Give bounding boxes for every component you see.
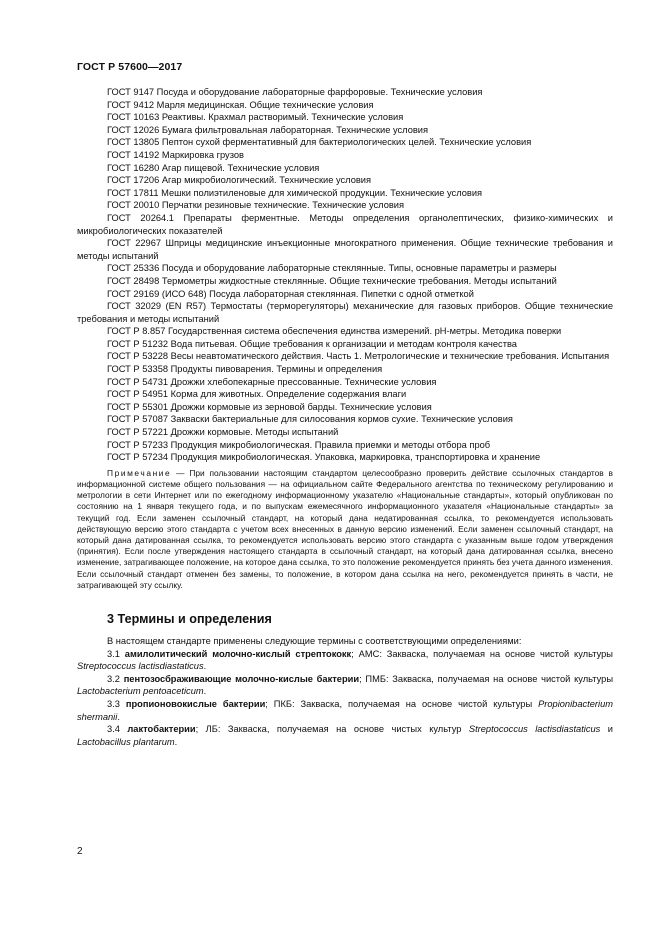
- reference-item: ГОСТ Р 55301 Дрожжи кормовые из зерновой барды. Технические условия: [107, 401, 432, 412]
- term-text: ; ПМБ: Закваска, получаемая на основе чистой культуры: [359, 673, 613, 684]
- term-text: ; ЛБ: Закваска, получаемая на основе чистых культур: [195, 724, 469, 735]
- page-number: 2: [77, 846, 83, 857]
- reference-item: ГОСТ 16280 Агар пищевой. Технические условия: [107, 162, 320, 173]
- reference-item: ГОСТ Р 57087 Закваски бактериальные для силосования кормов сухие. Технические условия: [107, 414, 513, 425]
- term-latin-name: Streptococcus lactisdiastaticus: [468, 724, 601, 735]
- note-paragraph: [77, 468, 613, 591]
- term-number: 3.1: [107, 648, 125, 659]
- term-text: ; ПКБ: Закваска, получаемая на основе чистой культуры: [265, 699, 539, 710]
- reference-item: ГОСТ 9147 Посуда и оборудование лабораторные фарфоровые. Технические условия: [107, 87, 483, 97]
- term-text: ; АМС: Закваска, получаемая на основе чистой культуры: [351, 648, 613, 659]
- term-latin-name: Lactobacterium pentoaceticum: [77, 686, 204, 697]
- note-label: Примечание: [107, 467, 172, 478]
- reference-item: ГОСТ 29169 (ИСО 648) Посуда лабораторная стеклянная. Пипетки с одной отметкой: [107, 288, 474, 299]
- term-name: лактобактерии: [127, 724, 196, 735]
- section-intro: В настоящем стандарте применены следующие термины с соответствующими определениями:: [107, 636, 522, 647]
- references-list: [77, 86, 613, 464]
- reference-item: ГОСТ Р 57234 Продукция микробиологическая. Упаковка, маркировка, транспортировка и хранение: [107, 452, 541, 463]
- term-conjunction: и: [600, 724, 613, 735]
- term-definition: [77, 673, 613, 698]
- document-header: ГОСТ Р 57600—2017: [77, 61, 183, 73]
- reference-item: ГОСТ Р 53228 Весы неавтоматического действия. Часть 1. Метрологические и технические требования. Испытания: [107, 351, 610, 362]
- term-number: 3.4: [107, 724, 128, 735]
- reference-item: ГОСТ Р 53358 Продукты пивоварения. Термины и определения: [107, 364, 383, 375]
- reference-item: ГОСТ 20264.1 Препараты ферментные. Методы определения органолептических, физико-химических и микробиологических показателей: [77, 212, 613, 236]
- term-end: .: [203, 661, 207, 672]
- reference-item: ГОСТ Р 54731 Дрожжи хлебопекарные прессованные. Технические условия: [107, 376, 437, 387]
- term-number: 3.3: [107, 699, 126, 710]
- term-definition: [77, 648, 613, 673]
- reference-item: ГОСТ 17811 Мешки полиэтиленовые для химической продукции. Технические условия: [107, 187, 483, 198]
- reference-item: ГОСТ 20010 Перчатки резиновые технические. Технические условия: [107, 200, 405, 211]
- term-end: .: [117, 711, 120, 722]
- reference-item: ГОСТ 28498 Термометры жидкостные стеклянные. Общие технические требования. Методы испытаний: [107, 275, 557, 286]
- note-dash: —: [171, 467, 190, 478]
- term-definition: [77, 698, 613, 723]
- reference-item: ГОСТ 32029 (EN R57) Термостаты (терморегуляторы) механические для газовых приборов. Общие технические требования и методы испытаний: [77, 301, 613, 324]
- term-end: .: [203, 686, 207, 697]
- term-number: 3.2: [107, 673, 124, 684]
- reference-item: ГОСТ 12026 Бумага фильтровальная лабораторная. Технические условия: [107, 124, 429, 135]
- reference-item: ГОСТ 17206 Агар микробиологический. Технические условия: [107, 175, 372, 186]
- reference-item: ГОСТ 10163 Реактивы. Крахмал растворимый. Технические условия: [107, 112, 404, 123]
- reference-item: ГОСТ Р 51232 Вода питьевая. Общие требования к организации и методам контроля качества: [107, 338, 517, 349]
- note-text: При пользовании настоящим стандартом целесообразно проверить действие ссылочных стандартов в информационной системе общего пользования — на официальном сайте Федерального агентства по техническому регулированию и метрологии в сети Интернет или по ежегодному информационному указателю «Национальные стандарты», который опубликован по состоянию на 1 января текущего года, и по выпускам ежемесячного информационного указателя «Национальные стандарты» за текущий год. Если заменен ссылочный стандарт, на который дана недатированная ссылка, то рекомендуется использовать действующую версию этого стандарта с учетом всех внесенных в данную версию изменений. Если заменен ссылочный стандарт, на который дана датированная ссылка, то рекомендуется использовать версию этого стандарта с указанным выше годом утверждения (принятия). Если после утверждения настоящего стандарта в ссылочный стандарт, на который дана датированная ссылка, внесено изменение, затрагивающее положение, на которое дана ссылка, то это положение рекомендуется принять без учета данного изменения. Если ссылочный стандарт отменен без замены, то положение, в котором дана ссылка на него, рекомендуется принять в части, не затрагивающей эту ссылку.: [77, 467, 613, 590]
- reference-item: ГОСТ Р 8.857 Государственная система обеспечения единства измерений. pH-метры. Методика поверки: [107, 326, 562, 337]
- term-latin-name: Streptococcus lactisdiastaticus: [77, 661, 204, 672]
- term-name: амилолитический молочно-кислый стрептококк: [124, 648, 352, 659]
- term-latin-name-2: Lactobacillus plantarum: [77, 736, 175, 747]
- reference-item: ГОСТ 25336 Посуда и оборудование лабораторные стеклянные. Типы, основные параметры и размеры: [107, 263, 557, 274]
- document-body: [77, 86, 613, 748]
- reference-item: ГОСТ Р 57221 Дрожжи кормовые. Методы испытаний: [107, 427, 339, 438]
- reference-item: ГОСТ 9412 Марля медицинская. Общие технические условия: [107, 99, 374, 110]
- term-latin-name: Propionibacterium shermanii: [77, 699, 613, 722]
- term-definition: [77, 723, 613, 748]
- term-name: пропионовокислые бактерии: [125, 699, 266, 710]
- reference-item: ГОСТ Р 57233 Продукция микробиологическая. Правила приемки и методы отбора проб: [107, 439, 491, 450]
- reference-item: ГОСТ Р 54951 Корма для животных. Определение содержания влаги: [107, 389, 407, 400]
- term-end: .: [174, 736, 178, 747]
- reference-item: ГОСТ 22967 Шприцы медицинские инъекционные многократного применения. Общие технические требования и методы испытаний: [77, 238, 613, 261]
- reference-item: ГОСТ 14192 Маркировка грузов: [107, 149, 244, 160]
- section-heading: 3 Термины и определения: [107, 612, 272, 627]
- reference-item: ГОСТ 13805 Пептон сухой ферментативный для бактериологических целей. Технические условия: [107, 137, 532, 148]
- term-name: пентозосбраживающие молочно-кислые бактерии: [123, 673, 360, 684]
